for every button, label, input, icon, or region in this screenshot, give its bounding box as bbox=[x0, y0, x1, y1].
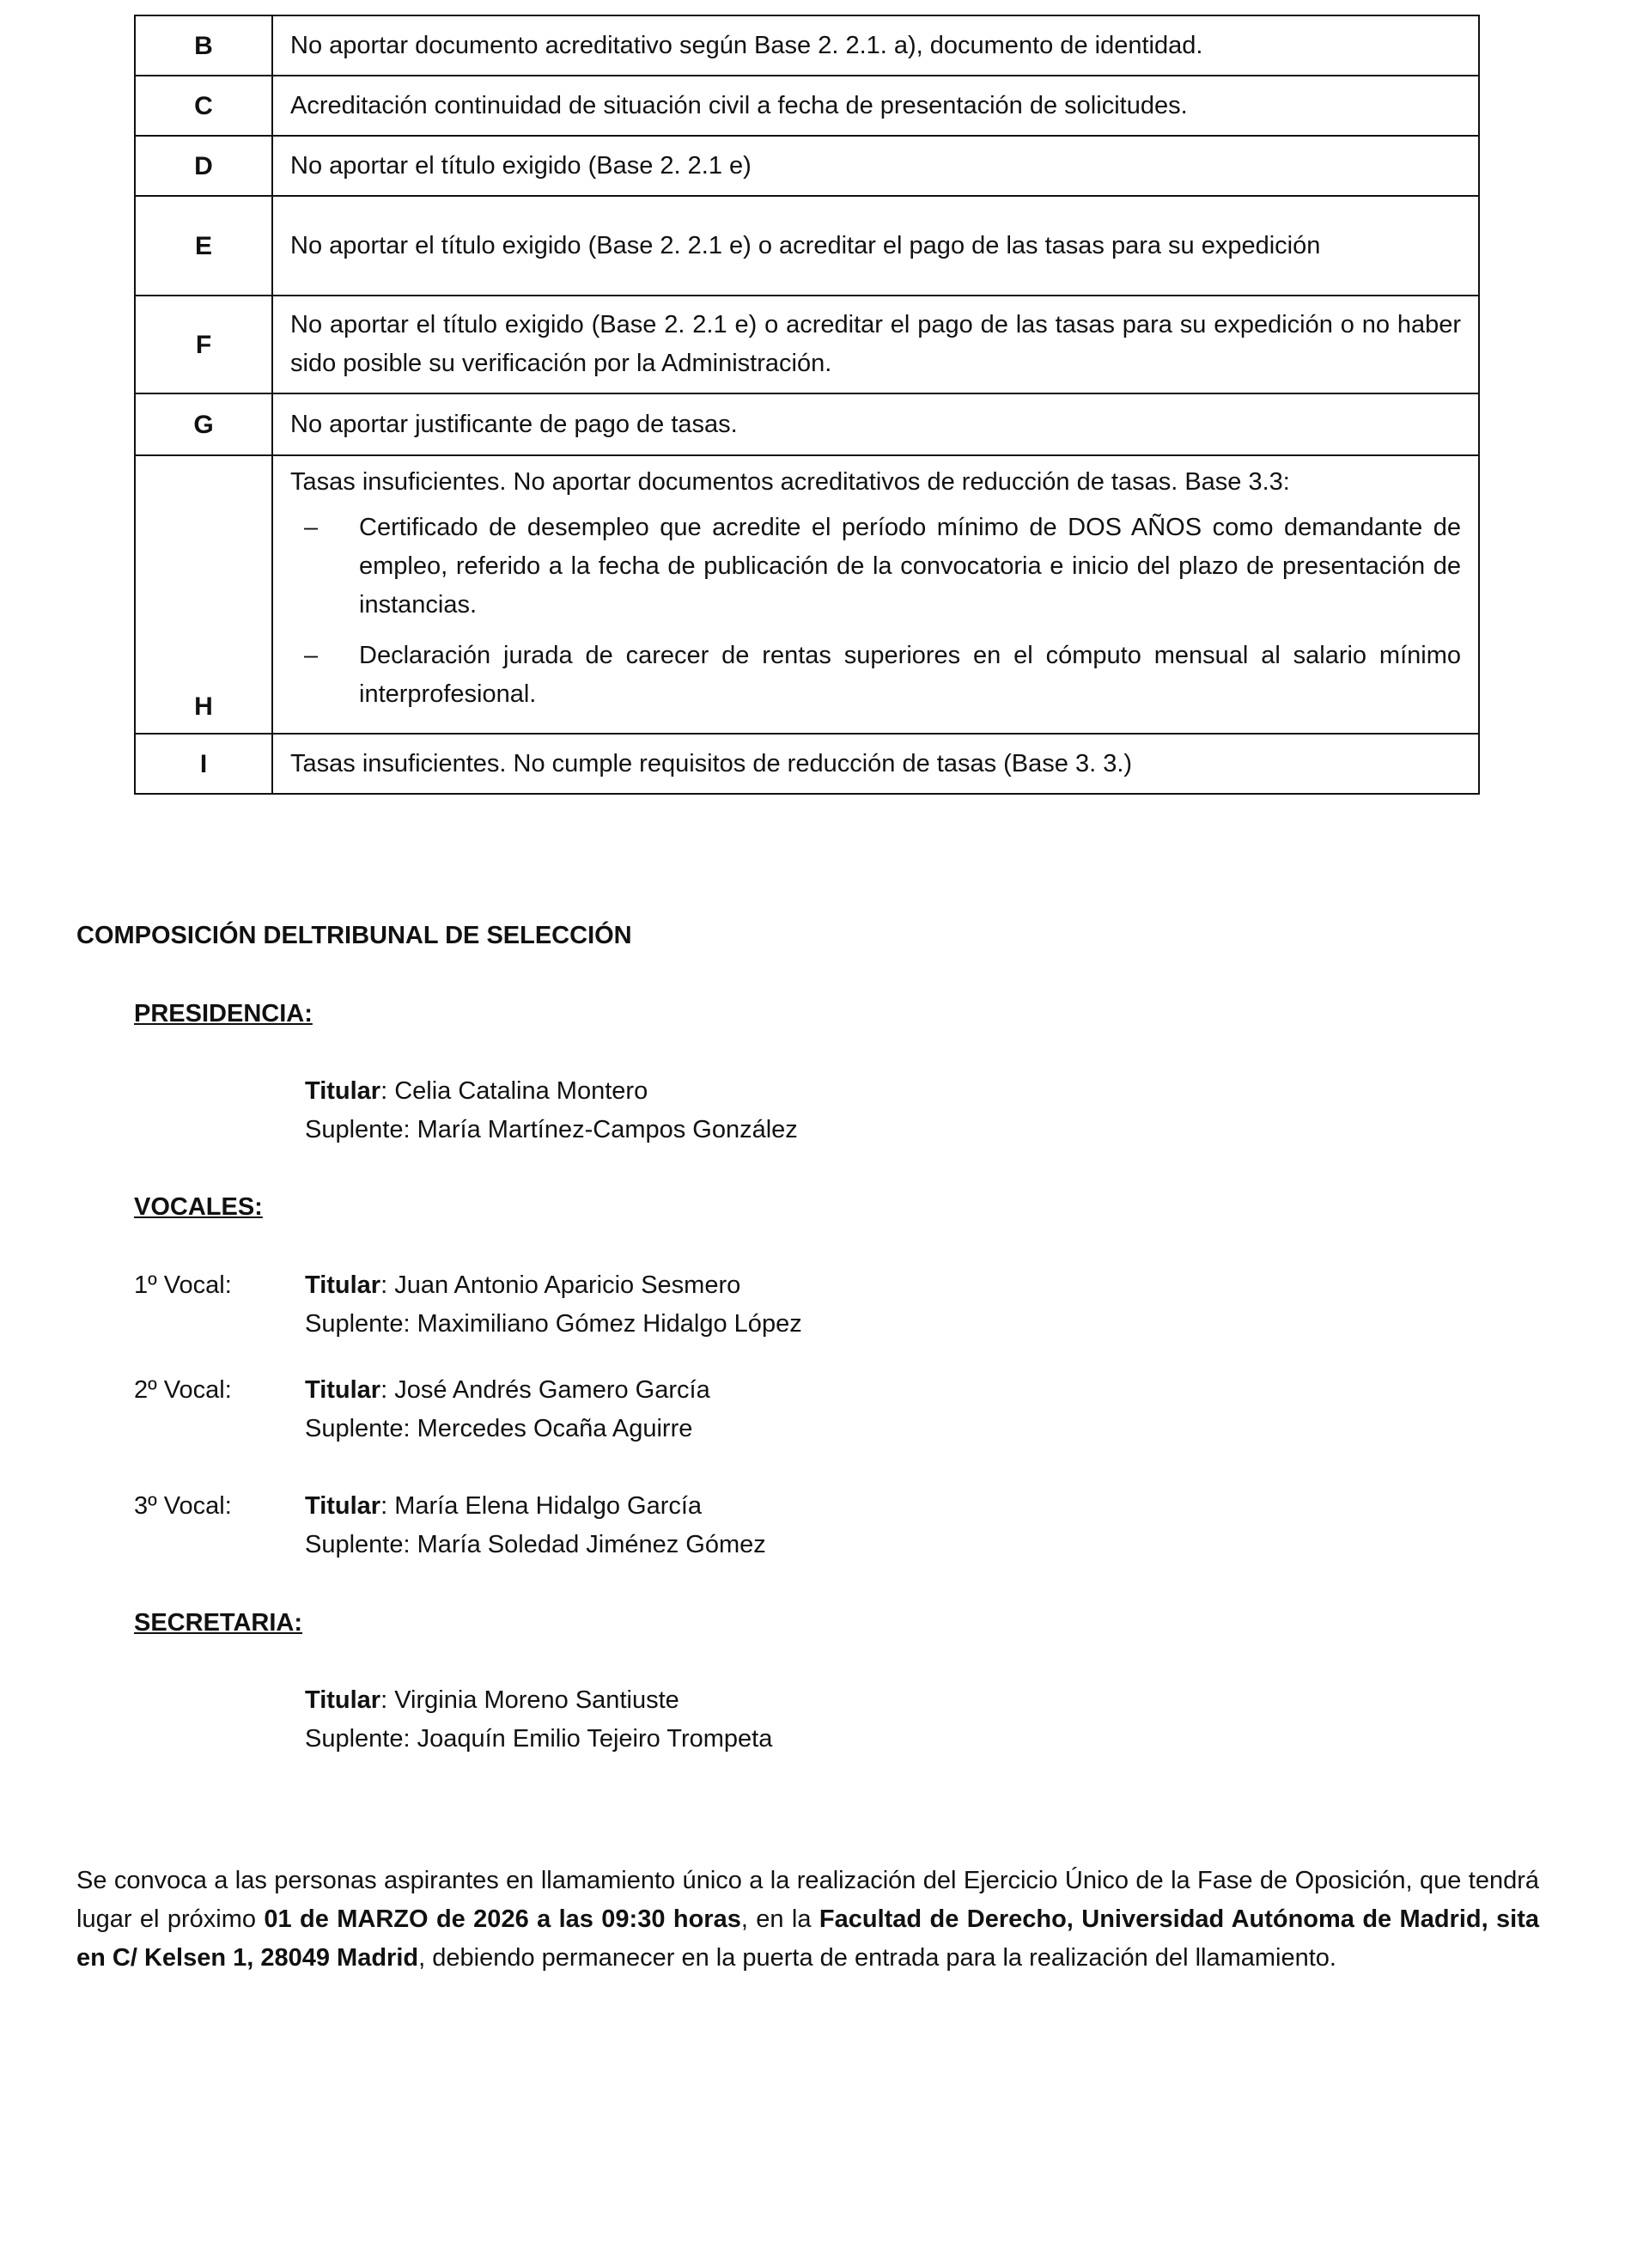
table-row bbox=[135, 296, 1479, 393]
titular-label: Titular bbox=[305, 1376, 381, 1404]
titular-name: : Celia Catalina Montero bbox=[380, 1077, 648, 1105]
cause-code: G bbox=[135, 393, 272, 455]
cause-code: I bbox=[135, 734, 272, 794]
list-item: – Certificado de desempleo que acredite el período mínimo de DOS AÑOS como demandante de empleo, referido a la fecha de publicación de la convocatoria e inicio del plazo de presentación de instancias. bbox=[359, 509, 1461, 625]
exam-location: Facultad de Derecho, Universidad Autónoma de Madrid, sita en C/ Kelsen 1, 28049 Madrid bbox=[76, 1905, 1540, 1972]
titular-name: : Juan Antonio Aparicio Sesmero bbox=[380, 1271, 741, 1299]
text: Se convoca a las personas aspirantes en llamamiento único a la realización del Ejercicio Único de la Fase de Oposición, que tendrá lugar el próximo bbox=[76, 1867, 1539, 1933]
cause-code: D bbox=[135, 136, 272, 196]
cause-text: Acreditación continuidad de situación civil a fecha de presentación de solicitudes. bbox=[272, 76, 1479, 136]
titular-line bbox=[305, 1487, 702, 1526]
cause-text: No aportar el título exigido (Base 2. 2.1 e) bbox=[272, 136, 1479, 196]
titular-name: : María Elena Hidalgo García bbox=[380, 1492, 703, 1520]
cause-code: F bbox=[135, 296, 272, 393]
titular-line bbox=[305, 1266, 740, 1305]
table-row bbox=[135, 734, 1479, 794]
convocatoria-paragraph bbox=[76, 1862, 1539, 1978]
secretaria-heading: SECRETARIA: bbox=[134, 1609, 303, 1637]
cause-code: H bbox=[135, 455, 272, 734]
table-row bbox=[135, 15, 1479, 76]
table-row bbox=[135, 196, 1479, 296]
vocal-label: 1º Vocal: bbox=[134, 1271, 232, 1299]
cause-cell bbox=[272, 455, 1479, 734]
section-title: COMPOSICIÓN DELTRIBUNAL DE SELECCIÓN bbox=[76, 922, 632, 949]
vocal-label: 2º Vocal: bbox=[134, 1376, 232, 1404]
text: , debiendo permanecer en la puerta de entrada para la realización del llamamiento. bbox=[418, 1944, 1336, 1972]
list-item: – Declaración jurada de carecer de rentas superiores en el cómputo mensual al salario mínimo interprofesional. bbox=[359, 637, 1461, 714]
suplente-line: Suplente: Maximiliano Gómez Hidalgo López bbox=[305, 1310, 802, 1338]
titular-label: Titular bbox=[305, 1271, 381, 1299]
cause-text: Tasas insuficientes. No aportar documentos acreditativos de reducción de tasas. Base 3.3: bbox=[290, 468, 1290, 496]
suplente-line: Suplente: María Soledad Jiménez Gómez bbox=[305, 1531, 766, 1558]
titular-name: : Virginia Moreno Santiuste bbox=[380, 1686, 679, 1714]
table-row bbox=[135, 76, 1479, 136]
cause-text: No aportar justificante de pago de tasas. bbox=[272, 393, 1479, 455]
vocal-label: 3º Vocal: bbox=[134, 1492, 232, 1520]
table-row bbox=[135, 455, 1479, 734]
cause-text: No aportar el título exigido (Base 2. 2.1 e) o acreditar el pago de las tasas para su expedición bbox=[272, 196, 1479, 296]
table-row bbox=[135, 393, 1479, 455]
cause-text: Tasas insuficientes. No cumple requisitos de reducción de tasas (Base 3. 3.) bbox=[272, 734, 1479, 794]
titular-label: Titular bbox=[305, 1492, 381, 1520]
requirements-list bbox=[290, 509, 1461, 714]
suplente-line: Suplente: Mercedes Ocaña Aguirre bbox=[305, 1415, 693, 1442]
text: , en la bbox=[740, 1905, 819, 1933]
titular-line bbox=[305, 1371, 710, 1410]
table-row bbox=[135, 136, 1479, 196]
suplente-line: Suplente: María Martínez-Campos González bbox=[305, 1116, 798, 1143]
cause-code: E bbox=[135, 196, 272, 296]
titular-line bbox=[305, 1072, 648, 1111]
cause-code: C bbox=[135, 76, 272, 136]
cause-text: No aportar documento acreditativo según Base 2. 2.1. a), documento de identidad. bbox=[272, 15, 1479, 76]
vocales-heading: VOCALES: bbox=[134, 1193, 263, 1221]
titular-label: Titular bbox=[305, 1686, 381, 1714]
exam-date: 01 de MARZO de 2026 a las 09:30 horas bbox=[264, 1905, 741, 1933]
presidencia-heading: PRESIDENCIA: bbox=[134, 1000, 313, 1027]
cause-code: B bbox=[135, 15, 272, 76]
titular-line bbox=[305, 1681, 679, 1720]
titular-label: Titular bbox=[305, 1077, 381, 1105]
titular-name: : José Andrés Gamero García bbox=[380, 1376, 710, 1404]
exclusion-causes-table bbox=[134, 15, 1480, 795]
suplente-line: Suplente: Joaquín Emilio Tejeiro Trompeta bbox=[305, 1725, 773, 1753]
cause-text: No aportar el título exigido (Base 2. 2.1 e) o acreditar el pago de las tasas para su expedición o no haber sido posible su verificación por la Administración. bbox=[272, 296, 1479, 393]
